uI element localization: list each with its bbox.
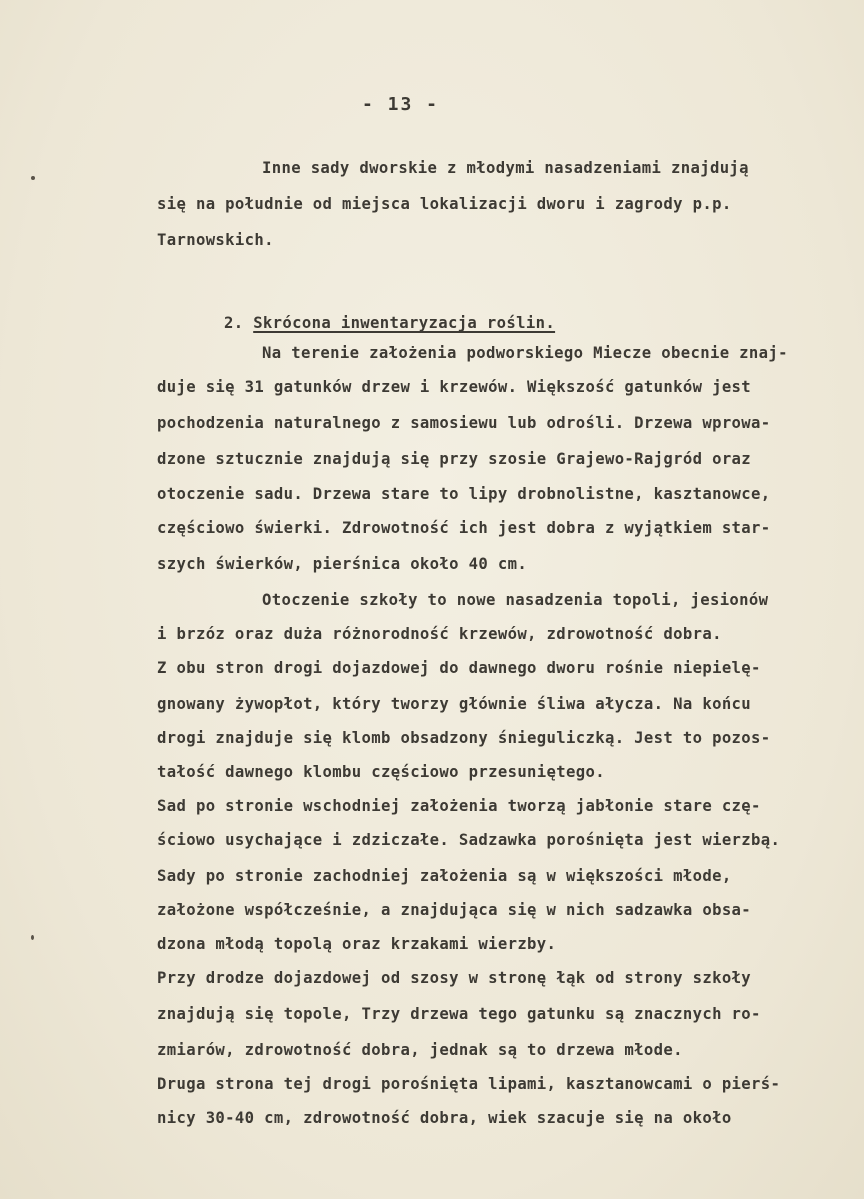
- intro-line-1: Inne sady dworskie z młodymi nasadzeniami znajdują: [262, 159, 749, 177]
- paragraph-line: tałość dawnego klombu częściowo przesuniętego.: [157, 763, 605, 781]
- paragraph-line: Druga strona tej drogi porośnięta lipami, kasztanowcami o pierś-: [157, 1075, 781, 1093]
- intro-line-2: się na południe od miejsca lokalizacji dworu i zagrody p.p.: [157, 195, 732, 213]
- paragraph-line: Sady po stronie zachodniej założenia są w większości młode,: [157, 867, 732, 885]
- paragraph-line: znajdują się topole, Trzy drzewa tego gatunku są znacznych ro-: [157, 1005, 761, 1023]
- paragraph-line: założone współcześnie, a znajdująca się w nich sadzawka obsa-: [157, 901, 752, 919]
- paragraph-line: pochodzenia naturalnego z samosiewu lub odrośli. Drzewa wprowa-: [157, 414, 771, 432]
- margin-mark: [31, 176, 35, 180]
- paragraph-line: Przy drodze dojazdowej od szosy w stronę łąk od strony szkoły: [157, 969, 752, 987]
- paragraph-line: dzone sztucznie znajdują się przy szosie Grajewo-Rajgród oraz: [157, 450, 752, 468]
- paragraph-line: częściowo świerki. Zdrowotność ich jest dobra z wyjątkiem star-: [157, 519, 771, 537]
- intro-line-3: Tarnowskich.: [157, 231, 274, 249]
- margin-mark: [31, 935, 34, 940]
- page-number: - 13 -: [362, 94, 440, 115]
- paragraph-line: Z obu stron drogi dojazdowej do dawnego dworu rośnie niepielę-: [157, 659, 761, 677]
- paragraph-line: nicy 30-40 cm, zdrowotność dobra, wiek szacuje się na około: [157, 1109, 732, 1127]
- paragraph-line: Na terenie założenia podworskiego Miecze obecnie znaj-: [262, 344, 788, 362]
- paragraph-line: Sad po stronie wschodniej założenia tworzą jabłonie stare czę-: [157, 797, 761, 815]
- paragraph-line: drogi znajduje się klomb obsadzony śnieguliczką. Jest to pozos-: [157, 729, 771, 747]
- section-number: 2.: [223, 314, 244, 332]
- paragraph-line: otoczenie sadu. Drzewa stare to lipy drobnolistne, kasztanowce,: [157, 485, 771, 503]
- section-title: Skrócona inwentaryzacja roślin.: [253, 314, 556, 332]
- paragraph-line: Otoczenie szkoły to nowe nasadzenia topoli, jesionów: [262, 591, 769, 609]
- paragraph-line: i brzóz oraz duża różnorodność krzewów, zdrowotność dobra.: [157, 625, 722, 643]
- paragraph-line: duje się 31 gatunków drzew i krzewów. Większość gatunków jest: [157, 378, 752, 396]
- paragraph-line: gnowany żywopłot, który tworzy głównie śliwa ałycza. Na końcu: [157, 695, 752, 713]
- paragraph-line: szych świerków, pierśnica około 40 cm.: [157, 555, 528, 573]
- paragraph-line: zmiarów, zdrowotność dobra, jednak są to drzewa młode.: [157, 1041, 683, 1059]
- paragraph-line: dzona młodą topolą oraz krzakami wierzby.: [157, 935, 557, 953]
- paragraph-line: ściowo usychające i zdziczałe. Sadzawka porośnięta jest wierzbą.: [157, 831, 781, 849]
